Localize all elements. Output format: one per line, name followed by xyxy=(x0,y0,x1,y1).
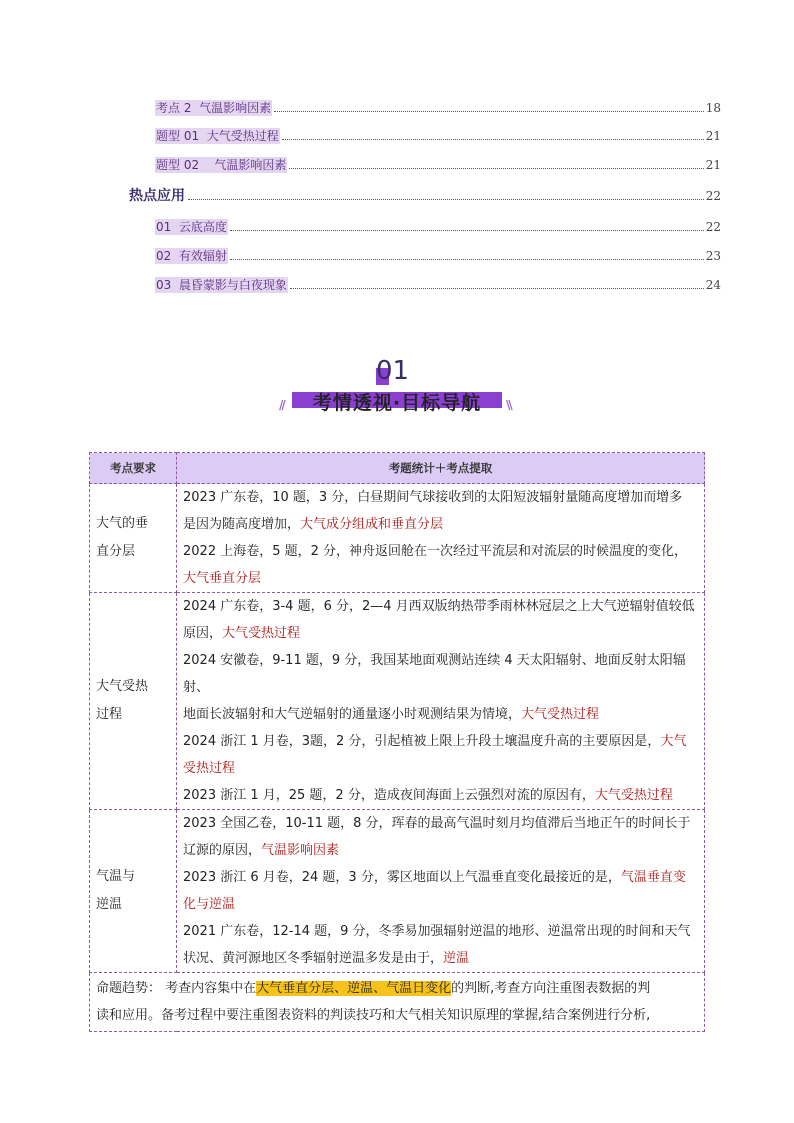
toc-item[interactable] xyxy=(155,219,721,235)
toc-item[interactable] xyxy=(155,157,721,173)
content-line: 化与逆温 xyxy=(183,897,236,912)
toc-leader xyxy=(289,168,703,169)
toc-page-number: 23 xyxy=(705,249,721,263)
toc-leader xyxy=(282,139,704,140)
content-line: 2023 浙江 6 月卷，24 题，3 分，雾区地面以上气温垂直变化最接近的是，气温垂直变 xyxy=(183,870,686,885)
toc-item-label: 题型 01 大气受热过程 xyxy=(156,129,279,143)
content-cell xyxy=(177,484,705,593)
category-text: 气温与 xyxy=(96,869,136,884)
exam-analysis-table xyxy=(89,452,705,1032)
column-header: 考题统计＋考点提取 xyxy=(177,453,705,484)
content-cell xyxy=(177,593,705,810)
toc-item-label: 01 云底高度 xyxy=(156,220,227,234)
category-cell xyxy=(90,484,177,593)
toc-leader xyxy=(274,111,704,112)
section-title: 考情透视·目标导航 xyxy=(312,392,482,414)
toc-item[interactable] xyxy=(155,100,721,116)
toc-item-label: 题型 02 气温影响因素 xyxy=(156,158,287,172)
content-line: 2024 广东卷，3-4 题，6 分，2—4 月西双版纳热带季雨林林冠层之上大气逆辐射值较低 xyxy=(183,599,695,614)
table-row xyxy=(90,810,705,973)
highlighted-text: 大气垂直分层、逆温、气温日变化 xyxy=(256,981,452,996)
content-line: 2023 广东卷，10 题，3 分，白昼期间气球接收到的太阳短波辐射量随高度增加而增多 xyxy=(183,490,683,505)
toc-leader xyxy=(230,259,704,260)
content-line: 2023 浙江 1 月，25 题，2 分，造成夜间海面上云强烈对流的原因有，大气受热过程 xyxy=(183,788,673,803)
toc-page-number: 21 xyxy=(705,158,721,172)
category-text: 直分层 xyxy=(96,544,136,559)
trend-row xyxy=(90,973,705,1032)
section-number: 01 xyxy=(376,356,410,386)
content-line: 是因为随高度增加，大气成分组成和垂直分层 xyxy=(183,517,444,532)
toc-item[interactable] xyxy=(155,128,721,144)
category-cell xyxy=(90,593,177,810)
content-line: 2024 安徽卷，9-11 题，9 分，我国某地面观测站连续 4 天太阳辐射、地面反射太阳辐射、 xyxy=(183,653,686,695)
trend-cell xyxy=(90,973,705,1032)
content-line: 状况、黄河源地区冬季辐射逆温多发是由于，逆温 xyxy=(183,951,470,966)
content-line: 原因，大气受热过程 xyxy=(183,626,301,641)
decorative-slashes-left: // xyxy=(279,398,284,412)
toc-item-label: 02 有效辐射 xyxy=(156,249,227,263)
content-line: 地面长波辐射和大气逆辐射的通量逐小时观测结果为情境，大气受热过程 xyxy=(183,707,600,722)
content-line: 2021 广东卷，12-14 题，9 分，冬季易加强辐射逆温的地形、逆温常出现的时间和天气 xyxy=(183,924,691,939)
section-header xyxy=(0,352,794,422)
table-row xyxy=(90,484,705,593)
toc-leader xyxy=(230,230,704,231)
toc-page-number: 21 xyxy=(705,129,721,143)
toc-leader xyxy=(290,288,704,289)
table-header-row xyxy=(90,453,705,484)
toc-section-item[interactable] xyxy=(128,188,721,204)
toc-page-number: 22 xyxy=(705,189,721,203)
category-text: 大气的垂 xyxy=(96,516,149,531)
toc-item[interactable] xyxy=(155,248,721,264)
content-line: 受热过程 xyxy=(183,761,236,776)
trend-line: 命题趋势： 考查内容集中在大气垂直分层、逆温、气温日变化的判断,考查方向注重图表数据的判 xyxy=(96,981,651,996)
toc-item-label: 考点 2 气温影响因素 xyxy=(156,101,272,115)
table-row xyxy=(90,593,705,810)
category-text: 过程 xyxy=(96,707,123,722)
content-line: 2022 上海卷，5 题，2 分，神舟返回舱在一次经过平流层和对流层的时候温度的变化， xyxy=(183,544,688,559)
category-text: 逆温 xyxy=(96,897,123,912)
toc-item[interactable] xyxy=(155,277,721,293)
toc-item-label: 03 晨昏蒙影与白夜现象 xyxy=(156,278,287,292)
toc-page-number: 18 xyxy=(705,101,721,115)
toc-page-number: 22 xyxy=(705,220,721,234)
content-cell xyxy=(177,810,705,973)
category-text: 大气受热 xyxy=(96,679,149,694)
content-line: 2024 浙江 1 月卷，3题，2 分，引起植被上限上升段土壤温度升高的主要原因是，大气 xyxy=(183,734,687,749)
toc-leader xyxy=(188,199,704,200)
category-cell xyxy=(90,810,177,973)
toc-section-label: 热点应用 xyxy=(129,188,185,204)
trend-line: 读和应用。备考过程中要注重图表资料的判读技巧和大气相关知识原理的掌握,结合案例进行分析, xyxy=(96,1008,651,1023)
decorative-slashes-right: \\ xyxy=(506,398,511,412)
column-header: 考点要求 xyxy=(90,453,177,484)
content-line: 大气垂直分层 xyxy=(183,571,262,586)
toc-page-number: 24 xyxy=(705,278,721,292)
content-line: 辽源的原因，气温影响因素 xyxy=(183,843,340,858)
content-line: 2023 全国乙卷，10-11 题，8 分，珲春的最高气温时刻月均值滞后当地正午的时间长于 xyxy=(183,816,691,831)
